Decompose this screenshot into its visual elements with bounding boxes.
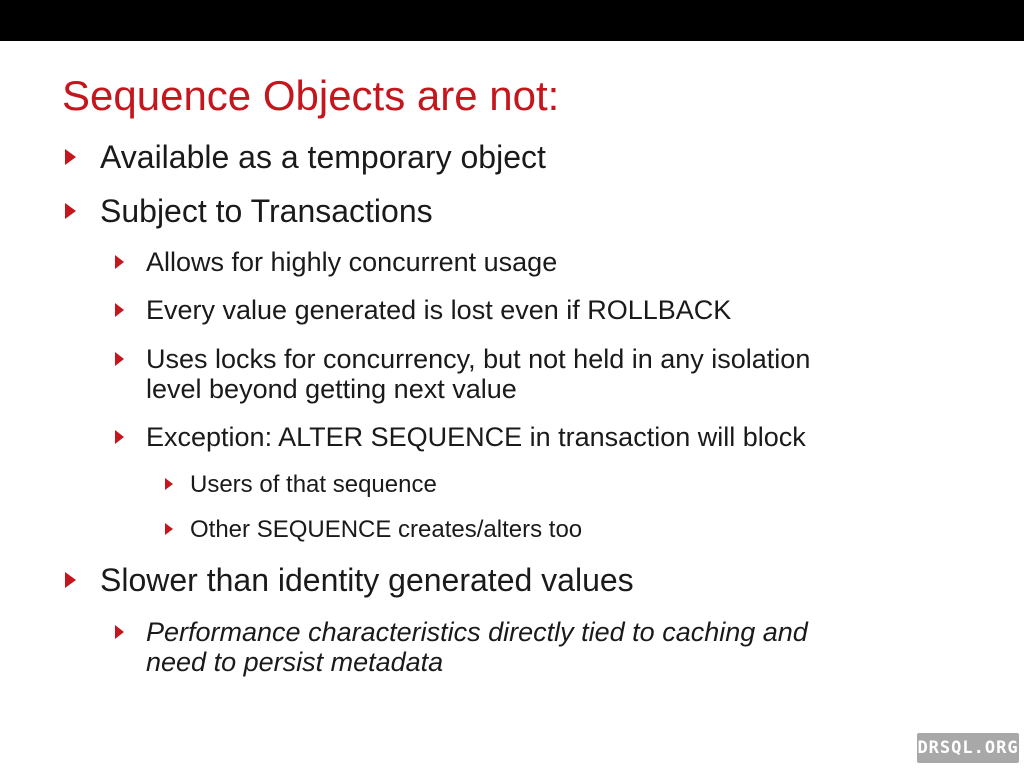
bullet-level1	[100, 193, 433, 229]
bullet-text: Users of that sequence	[190, 471, 437, 498]
bullet-arrow-icon	[65, 149, 76, 165]
bullet-arrow-icon	[165, 478, 173, 490]
bullet-text-line2: level beyond getting next value	[146, 374, 517, 404]
bullet-arrow-icon	[65, 572, 76, 588]
bullet-level2	[146, 617, 808, 677]
bullet-arrow-icon	[115, 430, 124, 444]
bullet-arrow-icon	[115, 255, 124, 269]
bullet-text-line1: Performance characteristics directly tied to caching and	[146, 617, 808, 647]
bullet-text-line2: need to persist metadata	[146, 647, 444, 677]
bullet-arrow-icon	[115, 625, 124, 639]
bullet-arrow-icon	[115, 352, 124, 366]
top-bar	[0, 0, 1024, 41]
bullet-level3	[190, 471, 437, 499]
bullet-level2	[146, 295, 731, 325]
bullet-text: Subject to Transactions	[100, 193, 433, 229]
bullet-level1	[100, 562, 634, 598]
bullet-arrow-icon	[165, 523, 173, 535]
bullet-text: Other SEQUENCE creates/alters too	[190, 516, 583, 543]
slide-title: Sequence Objects are not:	[62, 72, 560, 119]
bullet-level2	[146, 344, 810, 404]
bullet-text: Allows for highly concurrent usage	[146, 247, 558, 277]
bullet-text-line1: Uses locks for concurrency, but not held in any isolation	[146, 344, 811, 374]
bullet-level1	[100, 139, 546, 175]
bullet-arrow-icon	[65, 203, 76, 219]
bullet-arrow-icon	[115, 303, 124, 317]
drsql-logo: DRSQL.ORG	[917, 733, 1019, 763]
bullet-level3	[190, 516, 582, 544]
bullet-text: Available as a temporary object	[100, 139, 546, 175]
bullet-text: Exception: ALTER SEQUENCE in transaction will block	[146, 422, 806, 452]
bullet-text: Slower than identity generated values	[100, 562, 634, 598]
bullet-level2	[146, 422, 806, 452]
bullet-text: Every value generated is lost even if ROLLBACK	[146, 295, 732, 325]
bullet-level2	[146, 247, 557, 277]
